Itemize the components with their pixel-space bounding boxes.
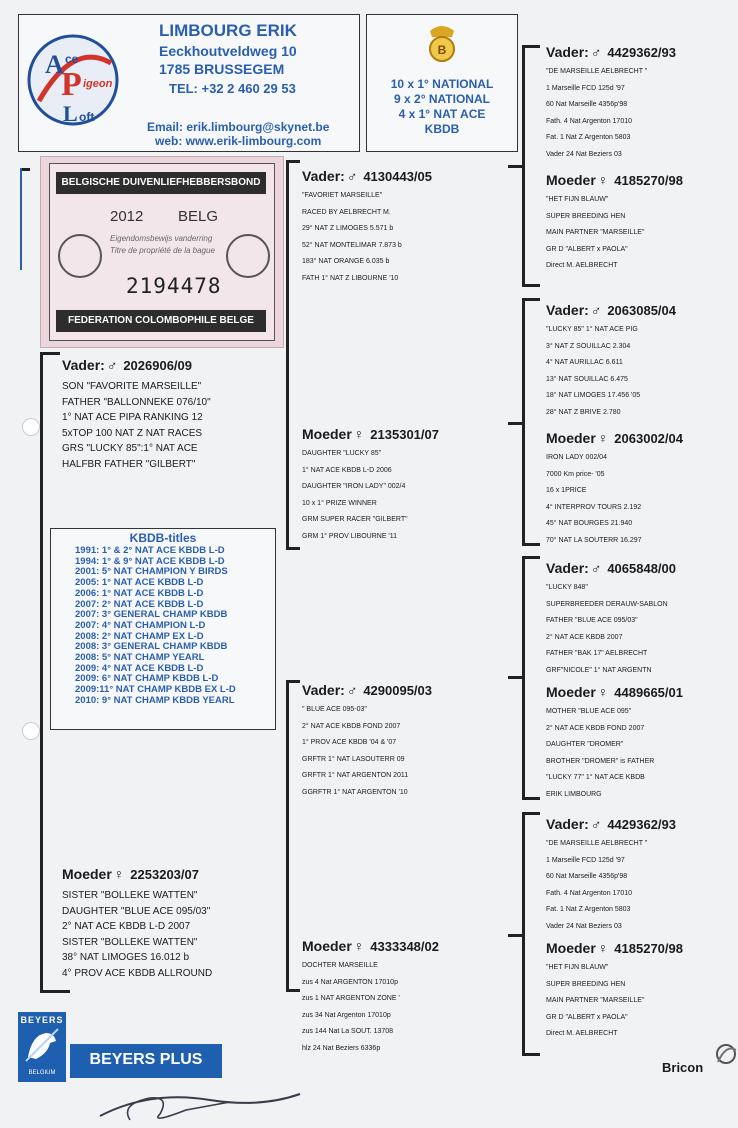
pedigree-connector — [522, 298, 540, 301]
ring-card-bottom-banner: FEDERATION COLOMBOPHILE BELGE — [56, 310, 266, 332]
ring-number: 4489665/01 — [614, 685, 683, 700]
ring-number: 2026906/09 — [123, 358, 192, 373]
pedigree-entry-great-grandfather: Vader: ♂ 2063085/04 "LUCKY 85" 1° NAT ACE PIG 3° NAT Z SOUILLAC 2.304 4° NAT AURILLAC 6.611 13° NAT SOUILLAC 6.475 18° NAT LIMOGES 17.456 '05 28° NAT Z BRIVE 2.780 — [546, 302, 676, 416]
kbdb-title-line: 2009:11° NAT CHAMP KBDB EX L-D — [75, 684, 236, 696]
kbdb-title-line: 2005: 1° NAT ACE KBDB L-D — [75, 577, 204, 589]
pedigree-entry-father: Vader: ♂ 2026906/09 SON "FAVORITE MARSEILLE" FATHER "BALLONNEKE 076/10" 1° NAT ACE PIPA RANKING 12 5xTOP 100 NAT Z NAT RACES GRS "LUCKY 85":1° NAT ACE HALFBR FATHER "GILBERT" — [62, 357, 211, 470]
ring-card-number: 2194478 — [126, 274, 222, 298]
beyers-plus-banner: BEYERS PLUS — [70, 1044, 222, 1078]
male-symbol-icon: ♂ — [590, 816, 602, 832]
kbdb-title-line: 2007: 3° GENERAL CHAMP KBDB — [75, 609, 228, 621]
ring-card-country: BELG — [178, 208, 219, 225]
pedigree-connector — [508, 422, 522, 425]
kbdb-title-line: 2010: 9° NAT CHAMP KBDB YEARL — [75, 694, 235, 706]
pedigree-connector — [522, 45, 540, 48]
breeder-city: 1785 BRUSSEGEM — [159, 61, 285, 77]
ring-card-year: 2012 — [110, 208, 144, 225]
breeder-phone: TEL: +32 2 460 29 53 — [169, 81, 296, 96]
ring-number: 4290095/03 — [363, 683, 432, 698]
ring-certificate — [40, 156, 284, 348]
ring-card-emblem-icon — [226, 234, 270, 278]
pedigree-connector — [40, 990, 70, 993]
breeder-website[interactable]: web: www.erik-limbourg.com — [155, 134, 322, 148]
ring-number: 4429362/93 — [607, 45, 676, 60]
kbdb-title-line: 2009: 6° NAT CHAMP KBDB L-D — [75, 673, 219, 685]
ace-pigeon-loft-logo — [25, 21, 121, 139]
pedigree-entry-great-grandmother: Moeder ♀ 4489665/01 MOTHER "BLUE ACE 095" 2° NAT ACE KBDB FOND 2007 DAUGHTER "DROMER" BROTHER "DROMER" is FATHER "LUCKY 77" 1° NAT ACE KBDB ERIK LIMBOURG — [546, 684, 683, 798]
ring-card-ownership-fr: Titre de propriété de la bague — [110, 246, 215, 255]
logo-letter-l: L — [63, 101, 78, 126]
female-symbol-icon: ♀ — [597, 684, 609, 700]
ring-number: 2135301/07 — [370, 427, 439, 442]
ring-number: 2063002/04 — [614, 431, 683, 446]
pedigree-connector — [522, 1053, 540, 1056]
pedigree-entry-great-grandmother: Moeder ♀ 2063002/04 IRON LADY 002/04 7000 Km price- '05 16 x 1PRICE 4° INTERPROV TOURS 2.192 45° NAT BOURGES 21.940 70° NAT LA SOUTERR 16.297 — [546, 430, 683, 544]
female-symbol-icon: ♀ — [597, 172, 609, 188]
kbdb-title-line: 1994: 1° & 9° NAT ACE KBDB L-D — [75, 555, 225, 567]
kbdb-title-line: 2001: 5° NAT CHAMPION Y BIRDS — [75, 566, 228, 578]
kbdb-title-line: 2006: 1° NAT ACE KBDB L-D — [75, 587, 204, 599]
breeder-email[interactable]: Email: erik.limbourg@skynet.be — [147, 120, 330, 134]
pedigree-entry-great-grandmother: Moeder ♀ 4185270/98 "HET FIJN BLAUW" SUPER BREEDING HEN MAIN PARTNER "MARSEILLE" GR D "ALBERT x PAOLA" Direct M. AELBRECHT — [546, 172, 683, 269]
pedigree-connector — [286, 989, 300, 992]
pedigree-entry-mother: Moeder ♀ 2253203/07 SISTER "BOLLEKE WATTEN" DAUGHTER "BLUE ACE 095/03" 2° NAT ACE KBDB L-D 2007 SISTER "BOLLEKE WATTEN" 38° NAT LIMOGES 16.012 b 4° PROV ACE KBDB ALLROUND — [62, 866, 213, 979]
ring-card-emblem-icon — [58, 234, 102, 278]
female-symbol-icon: ♀ — [113, 866, 125, 882]
kbdb-title-line: 2008: 5° NAT CHAMP YEARL — [75, 652, 205, 664]
pedigree-connector — [522, 543, 540, 546]
pedigree-bracket — [286, 160, 289, 550]
pedigree-bracket — [286, 680, 289, 992]
ring-number: 4429362/93 — [607, 817, 676, 832]
pedigree-bracket — [20, 168, 22, 270]
pedigree-connector — [522, 556, 540, 559]
pedigree-connector — [522, 284, 540, 287]
binder-hole — [22, 418, 40, 436]
pedigree-entry-maternal-grandmother: Moeder ♀ 4333348/02 DOCHTER MARSEILLE zus 4 Nat ARGENTON 17010p zus 1 NAT ARGENTON ZONE ' zus 34 Nat Argenton 17010p zus 144 Nat La SOUT. 13708 hlz 24 Nat Beziers 6336p — [302, 938, 439, 1052]
svg-text:ce: ce — [65, 52, 79, 66]
pedigree-entry-paternal-grandfather: Vader: ♂ 4130443/05 "FAVORIET MARSEILLE" RACED BY AELBRECHT M. 29° NAT Z LIMOGES 5.571 b 52° NAT MONTELIMAR 7.873 b 183° NAT ORANGE 6.035 b FATH 1° NAT Z LIBOURNE '10 — [302, 168, 432, 282]
pedigree-connector — [508, 934, 522, 937]
pedigree-connector — [508, 165, 522, 168]
svg-text:igeon: igeon — [83, 78, 113, 90]
logo-letter-a: A — [45, 50, 64, 79]
logo-letter-p: P — [61, 66, 82, 103]
female-symbol-icon: ♀ — [353, 426, 365, 442]
kbdb-crest-icon — [422, 21, 462, 69]
female-symbol-icon: ♀ — [353, 938, 365, 954]
female-symbol-icon: ♀ — [597, 940, 609, 956]
pedigree-bracket — [522, 45, 525, 287]
kbdb-title-line: 2007: 2° NAT ACE KBDB L-D — [75, 598, 204, 610]
ring-number: 4185270/98 — [614, 941, 683, 956]
titles-line: 9 x 2° NATIONAL — [394, 92, 490, 106]
kbdb-title-line: 2008: 2° NAT CHAMP EX L-D — [75, 630, 204, 642]
male-symbol-icon: ♂ — [590, 560, 602, 576]
ring-number: 4065848/00 — [607, 561, 676, 576]
pedigree-connector — [286, 680, 300, 683]
pedigree-connector — [286, 547, 300, 550]
male-symbol-icon: ♂ — [346, 168, 358, 184]
national-titles-box — [366, 14, 518, 152]
pedigree-bracket — [40, 355, 43, 992]
ring-number: 4185270/98 — [614, 173, 683, 188]
pedigree-entry-great-grandfather: Vader: ♂ 4429362/93 "DE MARSEILLE AELBRECHT " 1 Marseille FCD 125d '97 60 Nat Marseille 4356p'98 Fath. 4 Nat Argenton 17010 Fat. 1 Nat Z Argenton 5803 Vader 24 Nat Beziers 03 — [546, 44, 676, 158]
ring-number: 2253203/07 — [130, 867, 199, 882]
pedigree-connector — [522, 812, 540, 815]
pedigree-connector — [508, 676, 522, 679]
binder-hole — [22, 722, 40, 740]
pedigree-entry-great-grandfather: Vader: ♂ 4065848/00 "LUCKY 848" SUPERBREEDER DERAUW-SABLON FATHER "BLUE ACE 095/03" 2° NAT ACE KBDB 2007 FATHER "BAK 17" AELBRECHT GRF"NICOLE" 1° NAT ARGENTN — [546, 560, 676, 674]
kbdb-title-line: 2007: 4° NAT CHAMPION L-D — [75, 619, 206, 631]
breeder-name: LIMBOURG ERIK — [159, 21, 297, 40]
kbdb-title-line: 1991: 1° & 2° NAT ACE KBDB L-D — [75, 545, 225, 556]
male-symbol-icon: ♂ — [590, 44, 602, 60]
pigeon-icon — [18, 1025, 66, 1065]
signature — [90, 1080, 330, 1126]
contact-box — [18, 14, 360, 152]
kbdb-titles-heading: KBDB-titles — [129, 531, 197, 545]
kbdb-titles-box — [50, 528, 276, 730]
kbdb-title-line: 2008: 3° GENERAL CHAMP KBDB — [75, 641, 228, 653]
female-symbol-icon: ♀ — [597, 430, 609, 446]
bricon-logo-icon — [712, 1040, 738, 1070]
pedigree-connector — [40, 352, 60, 355]
bricon-label: Bricon — [662, 1060, 704, 1075]
male-symbol-icon: ♂ — [590, 302, 602, 318]
titles-line: 10 x 1° NATIONAL — [390, 77, 494, 91]
pedigree-entry-paternal-grandmother: Moeder ♀ 2135301/07 DAUGHTER "LUCKY 85" 1° NAT ACE KBDB L-D 2006 DAUGHTER "IRON LADY" 002/4 10 x 1° PRIZE WINNER GRM SUPER RACER "GILBERT" GRM 1° PROV LIBOURNE '11 — [302, 426, 439, 540]
breeder-street: Eeckhoutveldweg 10 — [159, 43, 297, 59]
pedigree-bracket — [522, 556, 525, 800]
male-symbol-icon: ♂ — [346, 682, 358, 698]
pedigree-entry-great-grandmother: Moeder ♀ 4185270/98 "HET FIJN BLAUW" SUPER BREEDING HEN MAIN PARTNER "MARSEILLE" GR D "ALBERT x PAOLA" Direct M. AELBRECHT — [546, 940, 683, 1037]
ring-number: 4130443/05 — [363, 169, 432, 184]
titles-line: KBDB — [424, 122, 460, 136]
titles-line: 4 x 1° NAT ACE — [398, 107, 486, 121]
ring-number: 2063085/04 — [607, 303, 676, 318]
pedigree-entry-maternal-grandfather: Vader: ♂ 4290095/03 " BLUE ACE 095-03" 2° NAT ACE KBDB FOND 2007 1° PROV ACE KBDB '04 & '07 GRFTR 1° NAT LASOUTERR 09 GRFTR 1° NAT ARGENTON 2011 GGRFTR 1° NAT ARGENTON '10 — [302, 682, 432, 796]
pedigree-entry-great-grandfather: Vader: ♂ 4429362/93 "DE MARSEILLE AELBRECHT " 1 Marseille FCD 125d '97 60 Nat Marseille 4356p'98 Fath. 4 Nat Argenton 17010 Fat. 1 Nat Z Argenton 5803 Vader 24 Nat Beziers 03 — [546, 816, 676, 930]
beyers-logo: BEYERS BELGIUM — [18, 1012, 66, 1082]
ring-card-top-banner: BELGISCHE DUIVENLIEFHEBBERSBOND — [56, 172, 266, 194]
pedigree-bracket — [522, 812, 525, 1056]
svg-text:B: B — [437, 43, 447, 57]
kbdb-title-line: 2009: 4° NAT ACE KBDB L-D — [75, 662, 204, 674]
pedigree-connector — [286, 160, 300, 163]
male-symbol-icon: ♂ — [106, 357, 118, 373]
pedigree-connector — [522, 797, 540, 800]
ring-card-ownership-nl: Eigendomsbewijs vanderring — [110, 234, 213, 243]
pedigree-bracket — [522, 298, 525, 546]
ring-number: 4333348/02 — [370, 939, 439, 954]
svg-text:oft: oft — [79, 110, 95, 124]
